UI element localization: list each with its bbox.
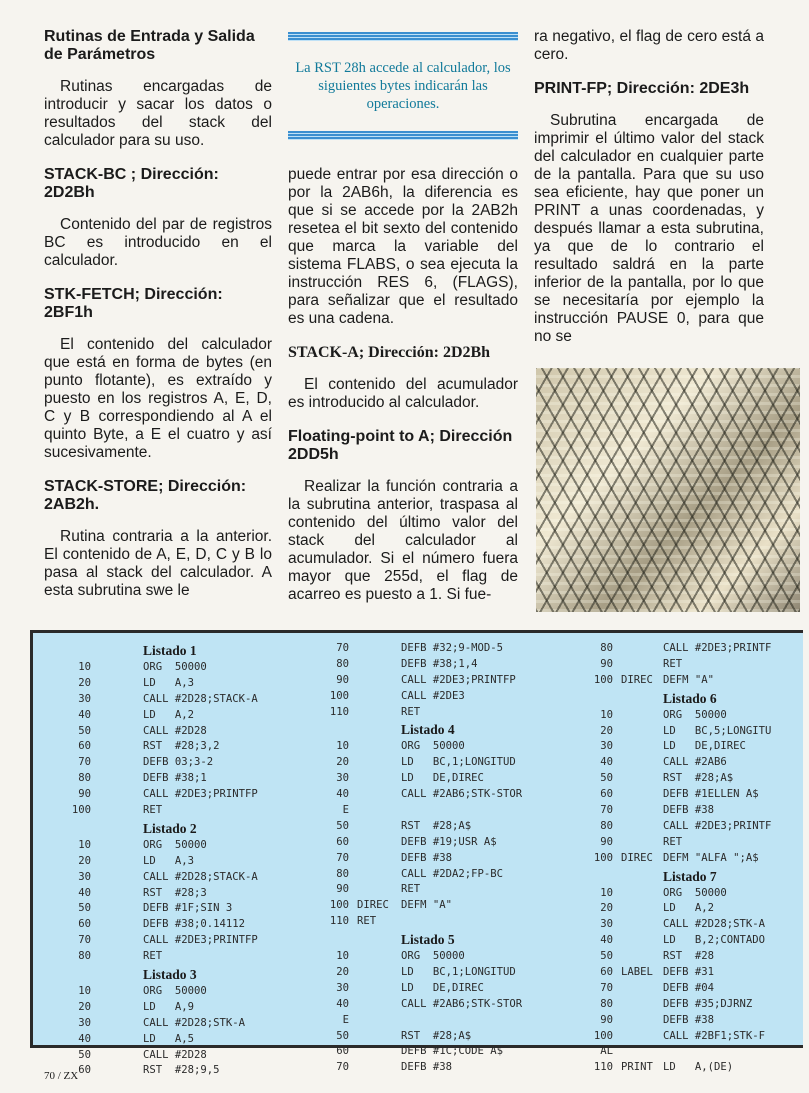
line-number: 50: [336, 819, 349, 832]
code-line: [305, 949, 555, 965]
line-code: CALL #2AB6;STK-STOR: [401, 997, 523, 1010]
code-line: [47, 771, 297, 787]
heading-stack-a: STACK-A; Dirección: 2D2Bh: [288, 344, 491, 361]
line-number: 90: [600, 657, 613, 670]
line-code: DEFB 03;3-2: [143, 756, 214, 769]
line-number: 80: [600, 819, 613, 832]
line-number: 50: [600, 950, 613, 963]
line-number: 90: [78, 788, 91, 801]
line-number: 40: [78, 708, 91, 721]
paragraph: Contenido del par de registros BC es introducido en el calculador.: [44, 216, 272, 269]
code-line: [305, 1044, 555, 1060]
heading-io-routines: Rutinas de Entrada y Salida de Parámetros: [44, 28, 255, 63]
listing-title: [47, 819, 297, 838]
line-number: 60: [336, 835, 349, 848]
paragraph: El contenido del calculador que está en forma de bytes (en punto flotante), es extraído y puesto en los registros A, E, D, C y B correspondiendo al A el quinto Byte, a E el cuatro y así sucesivamente.: [44, 336, 272, 461]
code-line: [569, 933, 809, 949]
line-code: DEFB #04: [663, 981, 715, 994]
line-number: 70: [78, 756, 91, 769]
line-number: 90: [600, 835, 613, 848]
line-number: 40: [78, 886, 91, 899]
line-label: LABEL: [621, 966, 653, 979]
line-code: CALL #2DE3;PRINTFP: [143, 934, 258, 947]
line-number: 30: [336, 981, 349, 994]
line-number: 90: [600, 1013, 613, 1026]
line-code: CALL #2AB6: [663, 756, 727, 769]
listing-title-text: Listado 7: [663, 868, 717, 884]
code-line: [305, 898, 555, 914]
line-code: DEFB #35;DJRNZ: [663, 997, 753, 1010]
line-number: 10: [78, 838, 91, 851]
line-number: 60: [600, 966, 613, 979]
code-line: [305, 851, 555, 867]
code-line: [569, 965, 809, 981]
code-line: [569, 901, 809, 917]
line-number: 40: [336, 788, 349, 801]
line-number: 110: [329, 915, 349, 928]
column-1: [44, 28, 272, 616]
line-number: 70: [600, 981, 613, 994]
line-code: RST #28;A$: [401, 819, 472, 832]
line-number: 80: [78, 950, 91, 963]
line-number: 60: [78, 918, 91, 931]
line-number: 110: [329, 705, 349, 718]
code-line: [305, 755, 555, 771]
line-number: 30: [78, 1016, 91, 1029]
page-footer: 70 / ZX: [44, 1070, 79, 1082]
line-code: RET: [143, 804, 163, 817]
listing-title: [569, 867, 809, 886]
code-line: [47, 676, 297, 692]
code-line: [305, 689, 555, 705]
code-line: [305, 673, 555, 689]
line-code: DEFB #31: [663, 966, 715, 979]
paragraph: Rutina contraria a la anterior. El contenido de A, E, D, C y B lo pasa al stack del calculador. A esta subrutina swe le: [44, 528, 272, 599]
code-line: [47, 949, 297, 965]
code-line: [569, 1044, 809, 1060]
paragraph: Realizar la función contraria a la subrutina anterior, traspasa al contenido del último valor del stack del calculador al acumulador. Si el número fuera mayor que 255d, el flag de acarreo es puesto a 1. Si fue-: [288, 478, 518, 603]
listing-title: [47, 965, 297, 984]
code-line: [47, 838, 297, 854]
line-number: 60: [78, 1064, 91, 1077]
line-code: CALL #2D28;STK-A: [143, 1016, 246, 1029]
code-line: [305, 997, 555, 1013]
code-line: [305, 882, 555, 898]
listing-title-text: Listado 2: [143, 820, 197, 836]
line-number: 90: [336, 883, 349, 896]
code-line: [569, 851, 809, 867]
heading-stack-bc: STACK-BC ; Dirección: 2D2Bh: [44, 166, 219, 201]
line-number: 50: [78, 1048, 91, 1061]
line-code: CALL #2DE3;PRINTFP: [401, 673, 516, 686]
code-line: [569, 724, 809, 740]
line-number: 10: [600, 886, 613, 899]
line-code: ORG 50000: [401, 740, 465, 753]
line-label: RET: [357, 915, 377, 928]
listing-title-text: Listado 3: [143, 967, 197, 983]
code-line: [47, 933, 297, 949]
line-code: LD B,2;CONTADO: [663, 934, 766, 947]
code-line: [47, 1032, 297, 1048]
code-line: [47, 755, 297, 771]
line-code: RST #28;3: [143, 886, 207, 899]
line-code: DEFB #1F;SIN 3: [143, 902, 233, 915]
heading-stk-fetch: STK-FETCH; Dirección: 2BF1h: [44, 286, 223, 321]
line-label: DIREC: [621, 851, 653, 864]
line-code: CALL #2DE3;PRINTF: [663, 819, 772, 832]
listing-title-text: Listado 5: [401, 932, 455, 948]
line-code: RST #28;A$: [401, 1029, 472, 1042]
line-code: CALL #2BF1;STK-F: [663, 1029, 766, 1042]
line-code: ORG 50000: [401, 950, 465, 963]
heading-stack-store: STACK-STORE; Dirección: 2AB2h.: [44, 478, 247, 513]
column-3: [534, 28, 764, 362]
line-code: RET: [401, 883, 421, 896]
code-line: [305, 867, 555, 883]
code-line: [47, 660, 297, 676]
line-code: DEFB #1ELLEN A$: [663, 788, 759, 801]
line-number: 30: [600, 918, 613, 931]
code-line: [569, 981, 809, 997]
line-code: RET: [401, 705, 421, 718]
line-code: CALL #2D28;STK-A: [663, 918, 766, 931]
code-line: [47, 803, 297, 819]
code-line: [569, 739, 809, 755]
code-line: [47, 708, 297, 724]
line-number: 30: [78, 870, 91, 883]
line-code: LD DE,DIREC: [663, 740, 746, 753]
code-line: [569, 997, 809, 1013]
line-code: CALL #2AB6;STK-STOR: [401, 788, 523, 801]
line-number: 80: [336, 867, 349, 880]
line-number: 20: [600, 724, 613, 737]
line-number: 60: [78, 740, 91, 753]
code-line: [569, 755, 809, 771]
callout-bottom-rule: [288, 131, 518, 140]
line-code: LD A,5: [143, 1032, 195, 1045]
code-line: [47, 739, 297, 755]
line-code: RST #28;A$: [663, 772, 734, 785]
line-code: CALL #2DE3;PRINTFP: [143, 788, 258, 801]
code-line: [569, 886, 809, 902]
line-code: DEFB #38;1,4: [401, 657, 478, 670]
line-code: RET: [663, 835, 683, 848]
line-code: LD DE,DIREC: [401, 772, 484, 785]
code-line: [569, 1060, 809, 1076]
code-line: [47, 854, 297, 870]
line-code: DEFB #38;1: [143, 772, 207, 785]
code-line: [305, 657, 555, 673]
paragraph: ra negativo, el flag de cero está a cero.: [534, 28, 764, 63]
line-number: 70: [78, 934, 91, 947]
line-code: LD A,2: [663, 902, 715, 915]
line-number: 100: [71, 804, 91, 817]
line-number: 40: [600, 934, 613, 947]
line-code: CALL #2D28: [143, 724, 207, 737]
code-line: [569, 787, 809, 803]
line-code: LD A,9: [143, 1000, 195, 1013]
code-line: [569, 917, 809, 933]
line-number: 20: [78, 854, 91, 867]
listing-title: [305, 720, 555, 739]
line-code: DEFB #1C;CODE A$: [401, 1045, 504, 1058]
line-code: CALL #2D28;STACK-A: [143, 870, 258, 883]
line-label: DIREC: [621, 673, 653, 686]
line-code: LD BC,1;LONGITUD: [401, 756, 516, 769]
heading-print-fp: PRINT-FP; Dirección: 2DE3h: [534, 80, 750, 97]
line-code: DEFB #38: [401, 1061, 453, 1074]
line-number: 10: [78, 661, 91, 673]
line-code: DEFB #38: [663, 804, 715, 817]
line-number: 50: [336, 1029, 349, 1042]
code-line: [569, 708, 809, 724]
code-line: [569, 803, 809, 819]
heading-floating-point: Floating-point to A; Dirección 2DD5h: [288, 428, 513, 463]
callout-top-rule: [288, 32, 518, 41]
line-code: DEFB #38: [401, 851, 453, 864]
line-number: 30: [600, 740, 613, 753]
line-number: 40: [600, 756, 613, 769]
code-line: [47, 901, 297, 917]
line-number: 110: [593, 1061, 613, 1074]
line-number: 20: [600, 902, 613, 915]
code-line: [47, 1000, 297, 1016]
code-line: [47, 724, 297, 740]
line-number: 100: [593, 851, 613, 864]
code-line: [305, 819, 555, 835]
line-code: LD DE,DIREC: [401, 981, 484, 994]
code-line: [569, 673, 809, 689]
line-number: E: [342, 1013, 349, 1026]
line-code: LD A,3: [143, 854, 195, 867]
line-number: 10: [600, 708, 613, 721]
code-line: [47, 1048, 297, 1064]
listing-title-text: Listado 4: [401, 722, 455, 738]
code-line: [569, 835, 809, 851]
line-code: LD A,(DE): [663, 1061, 734, 1074]
line-number: 50: [78, 902, 91, 915]
line-code: LD A,2: [143, 708, 195, 721]
line-number: 30: [78, 692, 91, 705]
code-line: [305, 981, 555, 997]
code-line: [47, 886, 297, 902]
listing-column-2: [305, 641, 555, 1076]
line-code: ORG 50000: [143, 985, 207, 998]
code-line: [305, 835, 555, 851]
code-line: [305, 1029, 555, 1045]
code-line: [569, 1013, 809, 1029]
line-code: ORG 50000: [143, 661, 207, 673]
line-number: 80: [78, 772, 91, 785]
code-line: [47, 917, 297, 933]
paragraph: Subrutina encargada de imprimir el último valor del stack del calculador en cualquier parte de la pantalla. Para que su uso sea eficiente, hay que poner un PRINT a unas coordenadas, y después llamar a esta subrutina, ya que de lo contrario el resultado saldrá en la parte inferior de la pantalla, por lo que se necesitaría por ejemplo la instrucción PAUSE 0, para que no se: [534, 112, 764, 345]
code-line: [569, 949, 809, 965]
listing-title: [47, 641, 297, 660]
line-number: 70: [336, 1061, 349, 1074]
code-line: [47, 692, 297, 708]
line-number: 50: [600, 772, 613, 785]
line-number: 20: [78, 676, 91, 689]
line-code: DEFM "ALFA ";A$: [663, 851, 759, 864]
line-code: LD BC,5;LONGITU: [663, 724, 772, 737]
code-line: [305, 739, 555, 755]
line-code: DEFM "A": [401, 899, 453, 912]
line-code: LD BC,1;LONGITUD: [401, 966, 516, 979]
code-line: [47, 1016, 297, 1032]
line-number: 40: [78, 1032, 91, 1045]
line-code: ORG 50000: [143, 838, 207, 851]
paragraph: puede entrar por esa dirección o por la 2AB6h, la diferencia es que si se accede por la 2AB2h resetea el bit sexto del contenido que marca la variable del sistema FLABS, o sea ejecuta la instrucción RES 6, (FLAGS), para señalizar que el resultado es una cadena.: [288, 166, 518, 327]
line-code: RET: [663, 657, 683, 670]
line-code: CALL #2DE3;PRINTF: [663, 642, 772, 654]
code-line: [305, 787, 555, 803]
line-number: 10: [336, 740, 349, 753]
code-line: [47, 787, 297, 803]
line-label: PRINT: [621, 1061, 653, 1074]
code-line: [305, 641, 555, 657]
code-line: [569, 819, 809, 835]
callout-box: [288, 32, 518, 140]
line-number: 80: [600, 997, 613, 1010]
line-number: 70: [600, 804, 613, 817]
code-line: [305, 803, 555, 819]
listing-title: [305, 930, 555, 949]
listing-title: [569, 689, 809, 708]
line-code: RET: [143, 950, 163, 963]
code-line: [569, 771, 809, 787]
line-number: 80: [336, 657, 349, 670]
line-number: 20: [336, 756, 349, 769]
line-number: 30: [336, 772, 349, 785]
code-line: [47, 870, 297, 886]
listing-title-text: Listado 6: [663, 690, 717, 706]
line-code: ORG 50000: [663, 708, 727, 721]
line-code: DEFB #38: [663, 1013, 715, 1026]
line-code: RST #28;9,5: [143, 1064, 220, 1077]
line-number: 50: [78, 724, 91, 737]
listing-column-3: [569, 641, 809, 1076]
line-code: CALL #2D28: [143, 1048, 207, 1061]
line-number: 100: [593, 673, 613, 686]
line-number: 40: [336, 997, 349, 1010]
code-line: [569, 657, 809, 673]
line-number: 100: [593, 1029, 613, 1042]
line-number: 80: [600, 642, 613, 654]
line-number: 10: [78, 985, 91, 998]
line-code: DEFB #19;USR A$: [401, 835, 497, 848]
paragraph: El contenido del acumulador es introducido al calculador.: [288, 376, 518, 411]
listing-column-1: [47, 641, 297, 1079]
code-line: [305, 705, 555, 721]
line-number: 60: [336, 1045, 349, 1058]
line-number: 100: [329, 689, 349, 702]
code-line: [305, 965, 555, 981]
line-code: CALL #2D28;STACK-A: [143, 692, 258, 705]
code-line: [305, 771, 555, 787]
line-number: 70: [336, 851, 349, 864]
line-code: CALL #2DA2;FP-BC: [401, 867, 504, 880]
line-code: DEFB #32;9-MOD-5: [401, 642, 504, 654]
line-code: DEFB #38;0.14112: [143, 918, 246, 931]
line-number: E: [342, 804, 349, 817]
line-number: AL: [600, 1045, 613, 1058]
line-number: 90: [336, 673, 349, 686]
code-line: [47, 1063, 297, 1079]
line-code: DEFM "A": [663, 673, 715, 686]
line-code: CALL #2DE3: [401, 689, 465, 702]
line-label: DIREC: [357, 899, 389, 912]
code-line: [305, 914, 555, 930]
code-line: [569, 1029, 809, 1045]
line-number: 20: [78, 1000, 91, 1013]
code-line: [305, 1060, 555, 1076]
line-code: LD A,3: [143, 676, 195, 689]
line-code: RST #28;3,2: [143, 740, 220, 753]
paragraph: Rutinas encargadas de introducir y sacar los datos o resultados del stack del calculador para su uso.: [44, 78, 272, 149]
code-line: [569, 641, 809, 657]
line-number: 100: [329, 899, 349, 912]
line-code: RST #28: [663, 950, 715, 963]
line-number: 70: [336, 642, 349, 654]
code-line: [47, 984, 297, 1000]
column-2: [288, 166, 518, 620]
mesh-photo: [536, 368, 800, 612]
callout-text: La RST 28h accede al calculador, los siguientes bytes indicarán las operaciones.: [295, 60, 511, 112]
line-code: ORG 50000: [663, 886, 727, 899]
listing-title-text: Listado 1: [143, 643, 197, 658]
code-line: [305, 1013, 555, 1029]
line-number: 20: [336, 966, 349, 979]
line-number: 60: [600, 788, 613, 801]
line-number: 10: [336, 950, 349, 963]
